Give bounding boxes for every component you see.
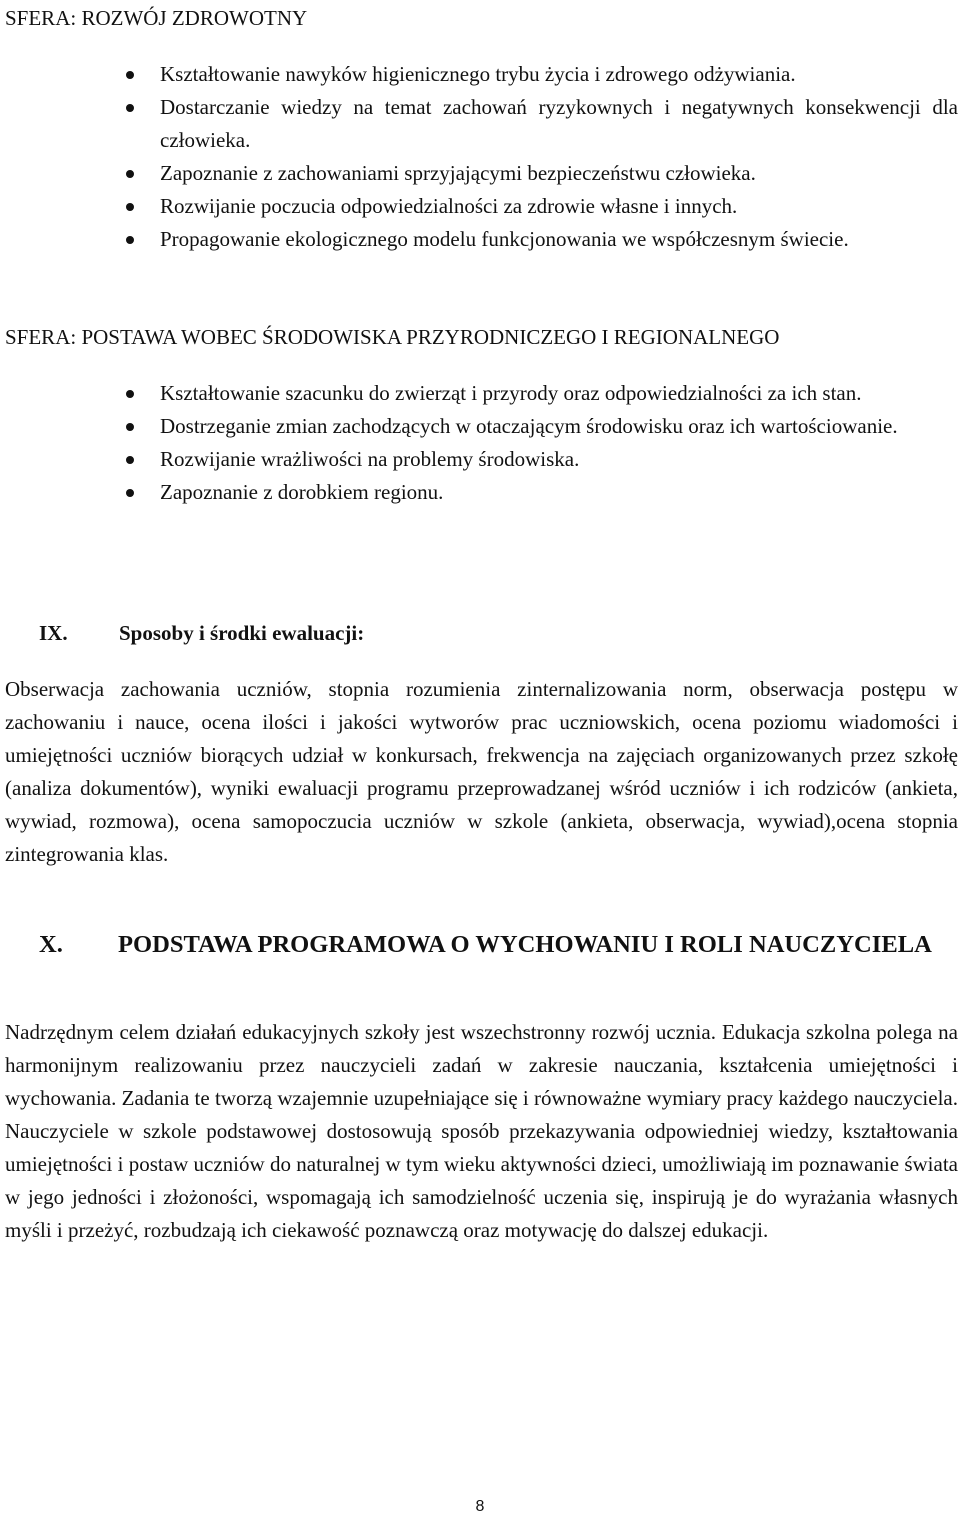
list-item: Dostarczanie wiedzy na temat zachowań ryzykownych i negatywnych konsekwencji dla człowieka.	[0, 91, 960, 157]
section-title-program-basis	[5, 928, 960, 961]
environment-bullet-list	[0, 377, 960, 509]
bullet-icon	[126, 236, 134, 244]
section-number: IX.	[39, 621, 68, 645]
list-item: Zapoznanie z zachowaniami sprzyjającymi bezpieczeństwu człowieka.	[0, 157, 960, 190]
section-title-text: Sposoby i środki ewaluacji:	[119, 621, 365, 645]
section-number: X.	[39, 931, 63, 958]
bullet-icon	[126, 170, 134, 178]
bullet-icon	[126, 489, 134, 497]
list-item: Kształtowanie nawyków higienicznego trybu życia i zdrowego odżywiania.	[0, 58, 960, 91]
section-title-text: PODSTAWA PROGRAMOWA O WYCHOWANIU I ROLI NAUCZYCIELA	[118, 931, 932, 958]
bullet-icon	[126, 423, 134, 431]
bullet-icon	[126, 203, 134, 211]
program-basis-paragraph: Nadrzędnym celem działań edukacyjnych szkoły jest wszechstronny rozwój ucznia. Edukacja szkolna polega na harmonijnym realizowaniu przez nauczycieli zadań w zakresie nauczania, kształcenia umiejętności i wychowania. Zadania te tworzą wzajemnie uzupełniające się i równoważne wymiary pracy każdego nauczyciela. Nauczyciele w szkole podstawowej dostosowują sposób przekazywania odpowiedniej wiedzy, kształtowania umiejętności i postaw uczniów do naturalnej w tym wieku aktywności dzieci, umożliwiają im poznawanie świata w jego jedności i złożoności, wspomagają ich samodzielność uczenia się, inspirują je do wyrażania własnych myśli i przeżyć, rozbudzają ich ciekawość poznawczą oraz motywację do dalszej edukacji.	[5, 1020, 958, 1242]
page-number: 8	[475, 1498, 485, 1515]
section-heading-health: SFERA: ROZWÓJ ZDROWOTNY	[5, 6, 308, 30]
bullet-icon	[126, 104, 134, 112]
list-item: Rozwijanie wrażliwości na problemy środowiska.	[0, 443, 960, 476]
section-heading-environment: SFERA: POSTAWA WOBEC ŚRODOWISKA PRZYRODNICZEGO I REGIONALNEGO	[5, 325, 780, 349]
bullet-icon	[126, 390, 134, 398]
health-bullet-list	[0, 58, 960, 256]
evaluation-paragraph: Obserwacja zachowania uczniów, stopnia rozumienia zinternalizowania norm, obserwacja postępu w zachowaniu i nauce, ocena ilości i jakości wytworów prac uczniowskich, ocena poziomu wiadomości i umiejętności uczniów biorących udział w konkursach, frekwencja na zajęciach organizowanych przez szkołę (analiza dokumentów), wyniki ewaluacji programu przeprowadzanej wśród uczniów i ich rodziców (ankieta, wywiad, rozmowa), ocena samopoczucia uczniów w szkole (ankieta, obserwacja, wywiad),ocena stopnia zintegrowania klas.	[5, 677, 958, 866]
list-item: Kształtowanie szacunku do zwierząt i przyrody oraz odpowiedzialności za ich stan.	[0, 377, 960, 410]
list-item: Zapoznanie z dorobkiem regionu.	[0, 476, 960, 509]
bullet-icon	[126, 456, 134, 464]
list-item: Dostrzeganie zmian zachodzących w otaczającym środowisku oraz ich wartościowanie.	[0, 410, 960, 443]
list-item: Rozwijanie poczucia odpowiedzialności za zdrowie własne i innych.	[0, 190, 960, 223]
bullet-icon	[126, 71, 134, 79]
list-item: Propagowanie ekologicznego modelu funkcjonowania we współczesnym świecie.	[0, 223, 960, 256]
